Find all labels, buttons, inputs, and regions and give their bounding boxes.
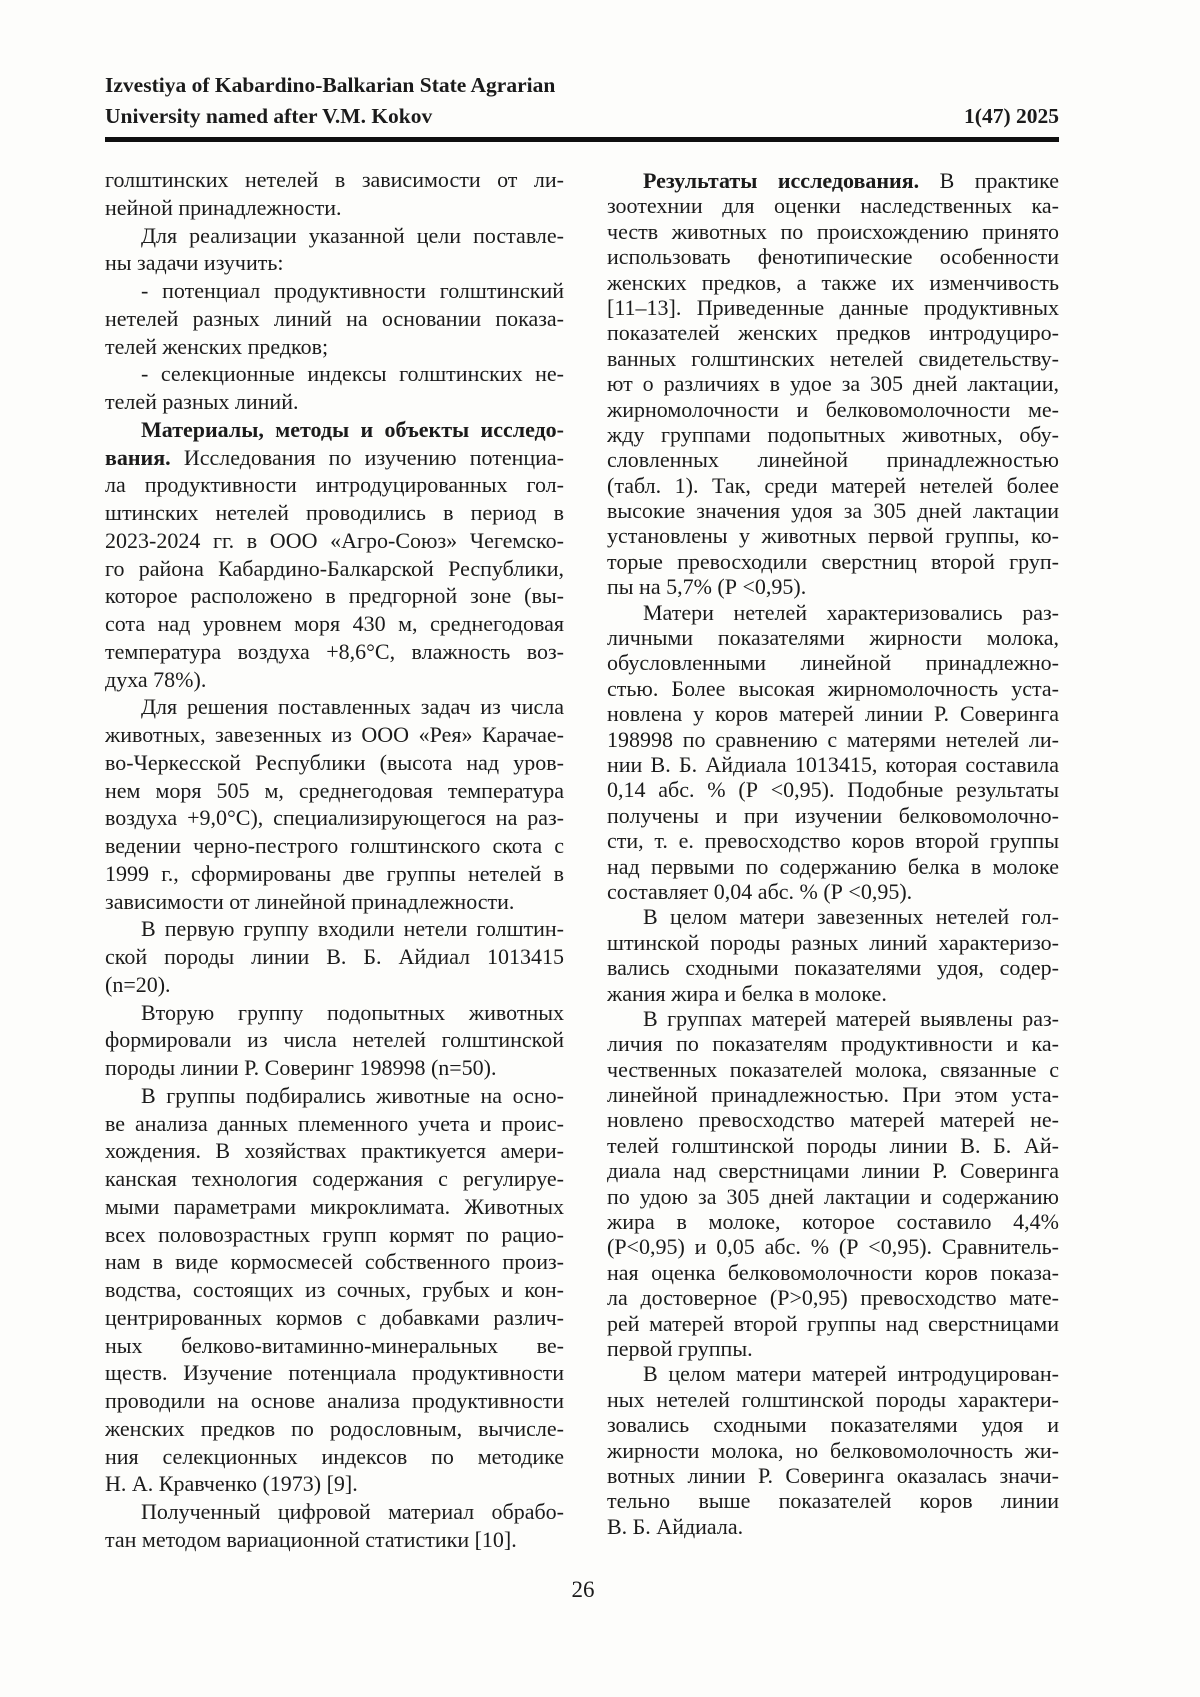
text-segment: диала над сверстницами линии Р. Соверинга (607, 1158, 1059, 1184)
text-line (607, 295, 1059, 320)
text-segment: В группы подбирались животные на осно- (141, 1082, 564, 1108)
text-segment: рей матерей второй группы над сверстницами (607, 1310, 1059, 1336)
text-line (607, 447, 1059, 472)
text-segment: Вторую группу подопытных животных (141, 999, 564, 1025)
text-line (607, 1336, 1059, 1361)
text-segment: женских предков, а также их изменчивость (607, 269, 1059, 295)
text-line (105, 1276, 564, 1304)
text-line (105, 999, 564, 1027)
text-line (607, 1107, 1059, 1132)
text-segment: новлено превосходство матерей матерей не- (607, 1107, 1059, 1133)
text-segment: использовать фенотипические особенности (607, 244, 1059, 270)
text-segment: ная оценка белковомолочности коров показа- (607, 1259, 1059, 1285)
text-line (607, 1006, 1059, 1031)
paragraph (105, 999, 564, 1082)
text-line (607, 320, 1059, 345)
text-line (105, 1165, 564, 1193)
text-segment: мыми параметрами микроклимата. Животных (105, 1193, 564, 1219)
text-line (607, 1361, 1059, 1386)
text-line (607, 625, 1059, 650)
text-segment: (Р<0,95) и 0,05 абс. % (Р <0,95). Сравнитель- (607, 1234, 1059, 1260)
text-segment: нем моря 505 м, среднегодовая температура (105, 777, 564, 803)
text-line (105, 1304, 564, 1332)
text-line (607, 930, 1059, 955)
text-line (607, 549, 1059, 574)
text-line (607, 1412, 1059, 1437)
paragraph (607, 600, 1059, 905)
text-line (607, 981, 1059, 1006)
text-line (607, 244, 1059, 269)
text-line (607, 1209, 1059, 1234)
text-line (607, 1260, 1059, 1285)
text-line (105, 1332, 564, 1360)
text-segment: тельно выше показателей коров линии (607, 1488, 1059, 1514)
text-line (105, 1415, 564, 1443)
text-segment: канская технология содержания с регулируе- (105, 1166, 564, 1191)
page-number: 26 (571, 1577, 595, 1602)
text-segment: пы на 5,7% (Р <0,95). (607, 574, 807, 600)
text-segment: В целом матери завезенных нетелей гол- (643, 904, 1059, 930)
text-line (607, 498, 1059, 523)
text-line (607, 854, 1059, 879)
text-segment: телей разных линий. (105, 389, 299, 414)
text-line (607, 1158, 1059, 1183)
text-line (105, 804, 564, 832)
text-segment: ведении черно-пестрого голштинского скота с (105, 833, 564, 858)
text-segment: первой группы. (607, 1335, 753, 1361)
text-segment: ния селекционных индексов по методике (105, 1443, 564, 1469)
text-line (105, 1054, 564, 1082)
text-segment: - потенциал продуктивности голштинский (141, 278, 564, 303)
text-segment: В первую группу входили нетели голштин- (141, 916, 564, 942)
text-line (607, 346, 1059, 371)
text-segment: показателей женских предков интродуциро- (607, 320, 1059, 346)
text-line (105, 1248, 564, 1276)
text-line (105, 444, 564, 472)
paragraph (607, 1006, 1059, 1361)
text-segment: температура воздуха +8,6°С, влажность воз- (105, 638, 564, 664)
text-segment: ла достоверное (Р>0,95) превосходство мате- (607, 1285, 1059, 1311)
text-line (105, 333, 564, 361)
text-segment: телей женских предков; (105, 333, 329, 359)
text-line (105, 471, 564, 499)
text-line (607, 1031, 1059, 1056)
text-line (105, 915, 564, 943)
text-segment: жирности молока, но белковомолочность жи- (607, 1437, 1059, 1463)
text-segment: 2023-2024 гг. в ООО «Агро-Союз» Чегемско- (105, 527, 564, 553)
text-segment: жду группами подопытных животных, обу- (607, 421, 1059, 447)
text-segment: женских предков по родословным, вычисле- (105, 1415, 564, 1441)
text-segment: высокие значения удоя за 305 дней лактации (607, 498, 1059, 524)
text-line (105, 638, 564, 666)
text-segment: нетелей разных линий на основании показа- (105, 305, 564, 331)
paragraph (105, 1082, 564, 1498)
text-segment: ской породы линии В. Б. Айдиал 1013415 (105, 944, 564, 969)
text-line (607, 371, 1059, 396)
text-line (105, 1387, 564, 1415)
header-row (105, 101, 1059, 132)
text-segment: водства, состоящих из сочных, грубых и кон- (105, 1277, 564, 1302)
text-line (105, 860, 564, 888)
text-segment: новлена у коров матерей линии Р. Соверинга (607, 701, 1059, 727)
text-segment: по удою за 305 дней лактации и содержанию (607, 1183, 1059, 1209)
text-line (105, 777, 564, 805)
text-segment: Исследования по изучению потенциа- (170, 444, 564, 470)
paragraph (105, 277, 564, 360)
text-segment: честв животных по происхождению принято (607, 218, 1059, 244)
text-segment: Для реализации указанной цели поставле- (141, 222, 564, 248)
text-line (105, 1082, 564, 1110)
text-segment: вотных линии Р. Соверинга оказалась значи- (607, 1462, 1059, 1488)
text-segment: Полученный цифровой материал обрабо- (141, 1499, 564, 1524)
text-segment: жания жира и белка в молоке. (607, 980, 887, 1006)
header-rule (105, 137, 1059, 142)
text-line (105, 305, 564, 333)
text-line (105, 416, 564, 444)
text-segment: (табл. 1). Так, среди матерей нетелей более (607, 472, 1059, 498)
paragraph (607, 1361, 1059, 1539)
text-segment: установлены у животных первой группы, ко- (607, 523, 1059, 549)
text-line (607, 955, 1059, 980)
text-line (607, 1488, 1059, 1513)
text-line (105, 360, 564, 388)
text-segment: ных белково-витаминно-минеральных ве- (105, 1332, 564, 1358)
text-line (607, 168, 1059, 193)
bold-text: Материалы, методы и объекты исследо- (141, 416, 564, 442)
text-line (105, 194, 564, 222)
text-line (105, 888, 564, 916)
article-body (105, 166, 1059, 1554)
text-line (607, 701, 1059, 726)
text-line (105, 555, 564, 583)
text-line (607, 1438, 1059, 1463)
paragraph (105, 416, 564, 694)
paragraph (105, 1498, 564, 1554)
text-segment: - селекционные индексы голштинских не- (141, 361, 564, 387)
text-line (105, 610, 564, 638)
text-segment: зовались сходными показателями удоя и (607, 1412, 1059, 1438)
text-segment: зависимости от линейной принадлежности. (105, 888, 515, 914)
text-line (607, 1463, 1059, 1488)
text-line (105, 749, 564, 777)
text-line (607, 1311, 1059, 1336)
text-segment: сота над уровнем моря 430 м, среднегодовая (105, 611, 564, 636)
text-segment: хождения. В хозяйствах практикуется амери- (105, 1138, 564, 1164)
text-segment: составляет 0,04 абс. % (Р <0,95). (607, 878, 913, 904)
text-segment: ют о различиях в удое за 305 дней лактации, (607, 371, 1059, 397)
text-segment: В практике (919, 168, 1059, 193)
text-line (105, 582, 564, 610)
text-line (105, 166, 564, 194)
text-line (105, 1498, 564, 1526)
text-line (607, 1184, 1059, 1209)
text-segment: ны задачи изучить: (105, 250, 284, 276)
right-column (607, 166, 1059, 1554)
bold-text: вания. (105, 444, 171, 470)
text-segment: 0,14 абс. % (Р <0,95). Подобные результаты (607, 777, 1059, 803)
text-line (105, 693, 564, 721)
text-segment: Для решения поставленных задач из числа (141, 694, 564, 720)
text-line (105, 1110, 564, 1138)
text-line (105, 1221, 564, 1249)
text-segment: над первыми по содержанию белка в молоке (607, 853, 1059, 879)
text-segment: во-Черкесской Республики (высота над уров- (105, 749, 564, 775)
text-segment: нам в виде кормосмесей собственного произ- (105, 1249, 564, 1275)
text-segment: В группах матерей матерей выявлены раз- (643, 1005, 1059, 1031)
text-segment: жирномолочности и белковомолочности ме- (607, 396, 1059, 422)
text-line (105, 971, 564, 999)
text-segment: воздуха +9,0°С), специализирующегося на раз- (105, 805, 564, 831)
text-line (607, 1082, 1059, 1107)
text-line (105, 666, 564, 694)
text-line (105, 1193, 564, 1221)
text-segment: В целом матери матерей интродуцирован- (643, 1361, 1059, 1387)
text-line (607, 752, 1059, 777)
text-segment: проводили на основе анализа продуктивности (105, 1388, 564, 1413)
paragraph (105, 693, 564, 915)
left-column (105, 166, 564, 1554)
paragraph (105, 915, 564, 998)
text-line (105, 388, 564, 416)
text-segment: обусловленными линейной принадлежно- (607, 650, 1059, 676)
text-segment: ванных голштинских нетелей свидетельству- (607, 345, 1059, 371)
text-segment: штинской породы разных линий характеризо- (607, 929, 1059, 955)
text-segment: центрированных кормов с добавками различ- (105, 1304, 564, 1330)
text-line (607, 270, 1059, 295)
text-line (105, 1470, 564, 1498)
text-segment: жира в молоке, которое составило 4,4% (607, 1209, 1059, 1235)
text-segment: чественных показателей молока, связанные с (607, 1056, 1059, 1082)
text-line (607, 1514, 1059, 1539)
text-line (607, 650, 1059, 675)
text-segment: вались сходными показателями удоя, содер- (607, 955, 1059, 981)
text-line (607, 219, 1059, 244)
text-line (105, 832, 564, 860)
paragraph (607, 904, 1059, 1006)
paragraph (105, 360, 564, 416)
text-line (105, 277, 564, 305)
text-line (607, 1057, 1059, 1082)
journal-title-line1: Izvestiya of Kabardino-Balkarian State Agrarian (105, 73, 556, 97)
text-segment: духа 78%). (105, 666, 207, 692)
text-segment: ла продуктивности интродуцированных гол- (105, 472, 564, 498)
text-line (607, 422, 1059, 447)
text-line (607, 600, 1059, 625)
text-segment: которое расположено в предгорной зоне (вы- (105, 583, 564, 609)
text-segment: торые превосходили сверстниц второй груп- (607, 548, 1059, 574)
text-segment: личия по показателям продуктивности и ка- (607, 1031, 1059, 1057)
text-segment: зоотехнии для оценки наследственных ка- (607, 193, 1059, 219)
text-line (607, 193, 1059, 218)
text-segment: ных нетелей голштинской породы характери- (607, 1386, 1059, 1412)
text-line (607, 803, 1059, 828)
text-line (105, 499, 564, 527)
text-segment: всех половозрастных групп кормят по рацио- (105, 1221, 564, 1247)
text-segment: [11–13]. Приведенные данные продуктивных (607, 294, 1059, 320)
text-line (607, 1285, 1059, 1310)
text-segment: штинских нетелей проводились в период в (105, 500, 564, 525)
issue-number: 1(47) 2025 (964, 104, 1059, 128)
text-segment: (n=20). (105, 971, 171, 997)
text-line (105, 1359, 564, 1387)
paragraph (105, 222, 564, 278)
text-line (607, 1387, 1059, 1412)
text-segment: 198998 по сравнению с матерями нетелей ли- (607, 726, 1059, 752)
text-line (105, 943, 564, 971)
text-line (607, 397, 1059, 422)
text-line (607, 828, 1059, 853)
text-segment: животных, завезенных из ООО «Рея» Карачае- (105, 722, 564, 747)
text-segment: 1999 г., сформированы две группы нетелей в (105, 860, 564, 886)
text-segment: сти, т. е. превосходство коров второй группы (607, 828, 1059, 854)
text-segment: ве анализа данных племенного учета и проис- (105, 1110, 564, 1136)
text-segment: телей голштинской породы линии В. Б. Ай- (607, 1132, 1059, 1158)
text-segment: В. Б. Айдиала. (607, 1513, 744, 1539)
text-segment: голштинских нетелей в зависимости от ли- (105, 167, 564, 192)
text-line (105, 527, 564, 555)
text-segment: нии В. Б. Айдиала 1013415, которая составила (607, 751, 1059, 777)
text-segment: тан методом вариационной статистики [10]. (105, 1526, 517, 1552)
text-line (607, 1234, 1059, 1259)
text-segment: Н. А. Кравченко (1973) [9]. (105, 1471, 358, 1497)
text-line (105, 222, 564, 250)
text-line (607, 904, 1059, 929)
text-segment: породы линии Р. Соверинг 198998 (n=50). (105, 1055, 497, 1080)
text-line (105, 1443, 564, 1471)
text-segment: линейной принадлежностью. При этом уста- (607, 1082, 1059, 1108)
text-segment: формировали из числа нетелей голштинской (105, 1027, 564, 1053)
paragraph (105, 166, 564, 222)
text-segment: ществ. Изучение потенциала продуктивности (105, 1360, 564, 1386)
text-line (105, 249, 564, 277)
text-line (607, 676, 1059, 701)
text-line (105, 1137, 564, 1165)
text-line (607, 727, 1059, 752)
page-header (105, 70, 1059, 132)
text-line (607, 777, 1059, 802)
text-segment: го района Кабардино-Балкарской Республики, (105, 555, 564, 581)
text-segment: стью. Более высокая жирномолочность уста- (607, 675, 1059, 701)
text-segment: личными показателями жирности молока, (607, 625, 1059, 651)
text-line (105, 1526, 564, 1554)
text-line (607, 1133, 1059, 1158)
text-line (105, 721, 564, 749)
text-line (607, 879, 1059, 904)
text-line (607, 523, 1059, 548)
text-segment: словленных линейной принадлежностью (607, 447, 1059, 473)
text-line (607, 473, 1059, 498)
journal-title-line2: University named after V.M. Kokov (105, 104, 433, 128)
text-line (105, 1026, 564, 1054)
text-segment: Матери нетелей характеризовались раз- (643, 599, 1059, 625)
text-segment: получены и при изучении белковомолочно- (607, 802, 1059, 828)
bold-text: Результаты исследования. (643, 168, 920, 193)
text-segment: нейной принадлежности. (105, 194, 342, 220)
paragraph (607, 168, 1059, 600)
text-line (607, 574, 1059, 599)
